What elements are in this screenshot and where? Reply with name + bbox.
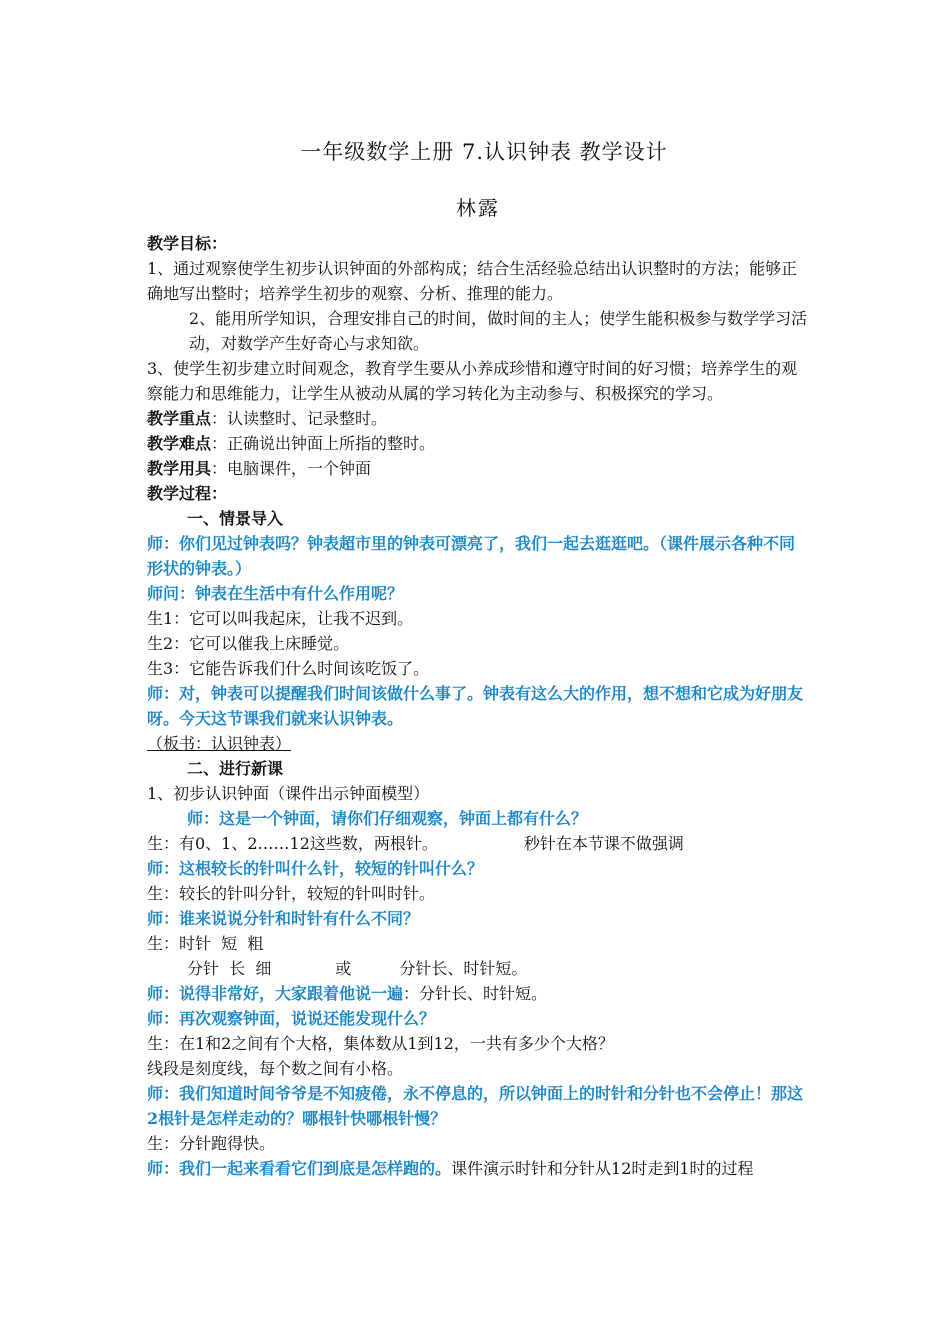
- goal-item-1: 1、通过观察使学生初步认识钟面的外部构成；结合生活经验总结出认识整时的方法；能够正确地写出整时；培养学生初步的观察、分析、推理的能力。: [147, 259, 798, 303]
- teaching-tools: [147, 456, 809, 481]
- teacher-line: 师：我们知道时间爷爷是不知疲倦，永不停息的，所以钟面上的时针和分针也不会停止！那这2根针是怎样走动的？哪根针快哪根针慢？: [147, 1084, 804, 1128]
- process-label: 教学过程：: [147, 484, 228, 503]
- student-line: [147, 956, 809, 981]
- document-author: 林露: [456, 196, 500, 220]
- student-line: 生：分针跑得快。: [147, 1134, 276, 1153]
- teacher-line: 师：你们见过钟表吗？钟表超市里的钟表可漂亮了，我们一起去逛逛吧。（课件展示各种不同形状的钟表。）: [147, 534, 796, 578]
- teacher-line: 师：对，钟表可以提醒我们时间该做什么事了。钟表有这么大的作用，想不想和它成为好朋友呀。今天这节课我们就来认识钟表。: [147, 684, 804, 728]
- difficult-point: [147, 431, 809, 456]
- teacher-line: 师：再次观察钟面，说说还能发现什么？: [147, 1009, 436, 1028]
- student-line: 生3：它能告诉我们什么时间该吃饭了。: [147, 659, 430, 678]
- goals-label: 教学目标：: [147, 234, 228, 253]
- teacher-text-plain: ：分针长、时针短。: [403, 984, 548, 1003]
- student-line: 生1：它可以叫我起床，让我不迟到。: [147, 609, 414, 628]
- teacher-text: 师：我们一起来看看它们到底是怎样跑的。: [147, 1159, 452, 1178]
- key-point: [147, 406, 809, 431]
- board-note: （板书：认识钟表）: [147, 734, 292, 753]
- teacher-line: 师：这是一个钟面，请你们仔细观察，钟面上都有什么？: [187, 809, 588, 828]
- student-text: 分针长、时针短。: [399, 959, 528, 978]
- student-line: 生：在1和2之间有个大格，集体数从1到12，一共有多少个大格？: [147, 1034, 614, 1053]
- student-line: 生2：它可以催我上床睡觉。: [147, 634, 350, 653]
- teacher-line: [147, 981, 809, 1006]
- teacher-line: 师：这根较长的针叫什么针，较短的针叫什么？: [147, 859, 484, 878]
- student-line: 生：时针 短 粗: [147, 934, 264, 953]
- document-title: 一年级数学上册 7.认识钟表 教学设计: [300, 140, 668, 164]
- teacher-line: 师：谁来说说分针和时针有什么不同？: [147, 909, 420, 928]
- difficult-point-text: ：正确说出钟面上所指的整时。: [211, 434, 436, 453]
- section-2-heading: 二、进行新课: [187, 759, 284, 778]
- key-point-label: 教学重点: [147, 409, 212, 428]
- goal-item-3: 3、使学生初步建立时间观念，教育学生要从小养成珍惜和遵守时间的好习惯；培养学生的观察能力和思维能力，让学生从被动从属的学习转化为主动参与、积极探究的学习。: [147, 359, 798, 403]
- teacher-text: 师：说得非常好，大家跟着他说一遍: [147, 984, 404, 1003]
- subsection-1: 1、初步认识钟面（课件出示钟面模型）: [147, 784, 430, 803]
- student-text: 或: [335, 959, 352, 978]
- goal-item-2: 2、能用所学知识，合理安排自己的时间，做时间的主人；使学生能积极参与数学学习活动，对数学产生好奇心与求知欲。: [189, 309, 808, 353]
- student-text: 生：有0、1、2……12这些数，两根针。: [147, 834, 438, 853]
- teacher-text-plain: 课件演示时针和分针从12时走到1时的过程: [451, 1159, 754, 1178]
- key-point-text: ：认读整时、记录整时。: [211, 409, 388, 428]
- teaching-tools-text: ：电脑课件，一个钟面: [211, 459, 372, 478]
- student-text: 分针 长 细: [187, 959, 272, 978]
- teaching-tools-label: 教学用具: [147, 459, 212, 478]
- side-note: 秒针在本节课不做强调: [523, 834, 684, 853]
- teacher-line: 师问：钟表在生活中有什么作用呢？: [147, 584, 404, 603]
- difficult-point-label: 教学难点: [147, 434, 212, 453]
- section-1-heading: 一、情景导入: [187, 509, 284, 528]
- student-line: 生：较长的针叫分针，较短的针叫时针。: [147, 884, 436, 903]
- student-line: [147, 831, 809, 856]
- document-body: [147, 136, 809, 1181]
- student-line: 线段是刻度线，每个数之间有小格。: [147, 1059, 404, 1078]
- teacher-line: [147, 1156, 809, 1181]
